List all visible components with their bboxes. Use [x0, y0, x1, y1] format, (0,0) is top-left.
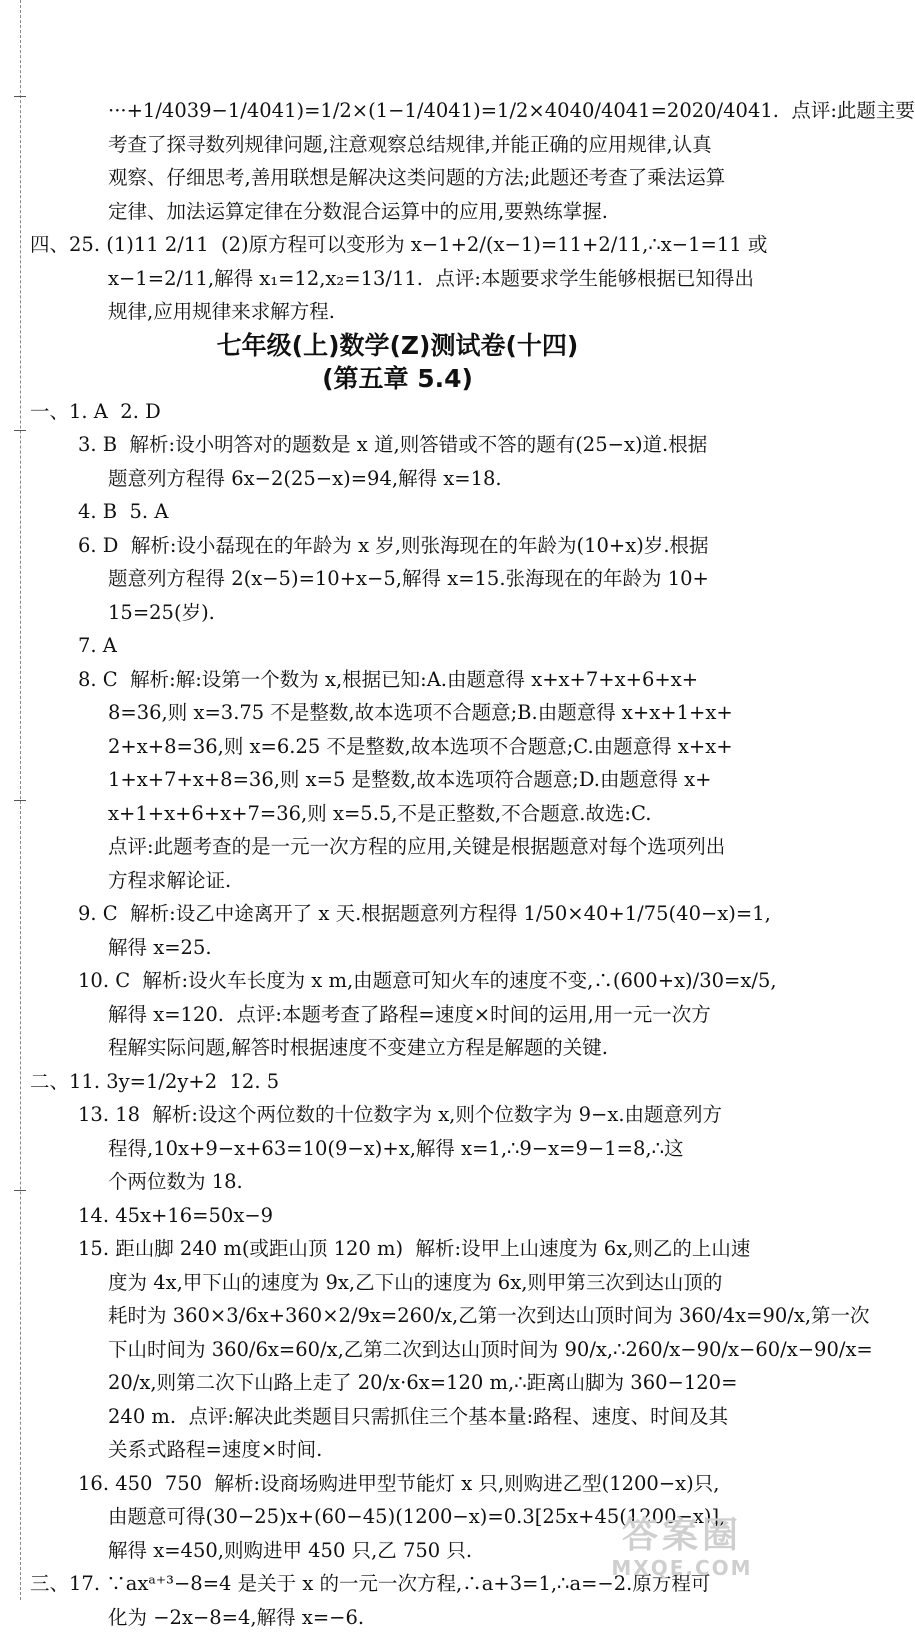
text-line: 14. 45x+16=50x−9	[30, 1199, 765, 1233]
text-line: 3. B 解析:设小明答对的题数是 x 道,则答错或不答的题有(25−x)道.根据	[30, 428, 765, 462]
text-line: 化为 −2x−8=4,解得 x=−6.	[30, 1601, 765, 1634]
text-line: x+1+x+6+x+7=36,则 x=5.5,不是正整数,不合题意.故选:C.	[30, 797, 765, 831]
text-line: 关系式路程=速度×时间.	[30, 1433, 765, 1467]
site-watermark	[597, 1516, 767, 1586]
text-line: 10. C 解析:设火车长度为 x m,由题意可知火车的速度不变,∴(600+x)/30=x/5,	[30, 964, 765, 998]
text-line: 个两位数为 18.	[30, 1165, 765, 1199]
text-line: ···+1/4039−1/4041)=1/2×(1−1/4041)=1/2×4040/4041=2020/4041. 点评:此题主要	[30, 94, 765, 128]
text-line: 8=36,则 x=3.75 不是整数,故本选项不合题意;B.由题意得 x+x+1+x+	[30, 696, 765, 730]
watermark-logo-text: 答案圈	[597, 1516, 767, 1556]
text-line: 三、17. ∵axᵃ⁺³−8=4 是关于 x 的一元一次方程,∴a+3=1,∴a=−2.原方程可	[30, 1567, 765, 1601]
text-line: 6. D 解析:设小磊现在的年龄为 x 岁,则张海现在的年龄为(10+x)岁.根据	[30, 529, 765, 563]
text-line: 16. 450 750 解析:设商场购进甲型节能灯 x 只,则购进乙型(1200−x)只,	[30, 1467, 765, 1501]
text-line: 度为 4x,甲下山的速度为 9x,乙下山的速度为 6x,则甲第三次到达山顶的	[30, 1266, 765, 1300]
margin-tick	[14, 1190, 26, 1191]
text-line: 二、11. 3y=1/2y+2 12. 5	[30, 1065, 765, 1099]
text-line: 一、1. A 2. D	[30, 395, 765, 429]
text-line: 9. C 解析:设乙中途离开了 x 天.根据题意列方程得 1/50×40+1/75(40−x)=1,	[30, 897, 765, 931]
text-line: 规律,应用规律来求解方程.	[30, 295, 765, 329]
text-line: 题意列方程得 6x−2(25−x)=94,解得 x=18.	[30, 462, 765, 496]
text-line: 13. 18 解析:设这个两位数的十位数字为 x,则个位数字为 9−x.由题意列方	[30, 1098, 765, 1132]
text-line: 2+x+8=36,则 x=6.25 不是整数,故本选项不合题意;C.由题意得 x+x+	[30, 730, 765, 764]
text-line: 8. C 解析:解:设第一个数为 x,根据已知:A.由题意得 x+x+7+x+6+x+	[30, 663, 765, 697]
text-line: 四、25. (1)11 2/11 (2)原方程可以变形为 x−1+2/(x−1)=11+2/11,∴x−1=11 或	[30, 228, 765, 262]
text-line: 15. 距山脚 240 m(或距山顶 120 m) 解析:设甲上山速度为 6x,则乙的上山速	[30, 1232, 765, 1266]
section-title: 七年级(上)数学(Z)测试卷(十四)	[30, 329, 765, 362]
text-line: 240 m. 点评:解决此类题目只需抓住三个基本量:路程、速度、时间及其	[30, 1400, 765, 1434]
text-line: 观察、仔细思考,善用联想是解决这类问题的方法;此题还考查了乘法运算	[30, 161, 765, 195]
text-line: 程得,10x+9−x+63=10(9−x)+x,解得 x=1,∴9−x=9−1=8,∴这	[30, 1132, 765, 1166]
text-line: 程解实际问题,解答时根据速度不变建立方程是解题的关键.	[30, 1031, 765, 1065]
margin-tick	[14, 96, 26, 97]
text-line: 方程求解论证.	[30, 864, 765, 898]
text-line: x−1=2/11,解得 x₁=12,x₂=13/11. 点评:本题要求学生能够根据已知得出	[30, 262, 765, 296]
text-line: 15=25(岁).	[30, 596, 765, 630]
section-title: (第五章 5.4)	[30, 362, 765, 395]
text-line: 由题意可得(30−25)x+(60−45)(1200−x)=0.3[25x+45(1200−x)],	[30, 1500, 765, 1534]
text-line: 4. B 5. A	[30, 495, 765, 529]
watermark-url: MXQE.COM	[597, 1556, 767, 1580]
text-line: 耗时为 360×3/6x+360×2/9x=260/x,乙第一次到达山顶时间为 360/4x=90/x,第一次	[30, 1299, 765, 1333]
text-line: 下山时间为 360/6x=60/x,乙第二次到达山顶时间为 90/x,∴260/x−90/x−60/x−90/x=	[30, 1333, 765, 1367]
text-line: 20/x,则第二次下山路上走了 20/x·6x=120 m,∴距离山脚为 360−120=	[30, 1366, 765, 1400]
text-line: 解得 x=25.	[30, 931, 765, 965]
text-line: 考查了探寻数列规律问题,注意观察总结规律,并能正确的应用规律,认真	[30, 128, 765, 162]
margin-tick	[14, 800, 26, 801]
text-line: 题意列方程得 2(x−5)=10+x−5,解得 x=15.张海现在的年龄为 10+	[30, 562, 765, 596]
text-line: 解得 x=450,则购进甲 450 只,乙 750 只.	[30, 1534, 765, 1568]
text-line: 1+x+7+x+8=36,则 x=5 是整数,故本选项符合题意;D.由题意得 x+	[30, 763, 765, 797]
text-line: 解得 x=120. 点评:本题考查了路程=速度×时间的运用,用一元一次方	[30, 998, 765, 1032]
text-line: 点评:此题考查的是一元一次方程的应用,关键是根据题意对每个选项列出	[30, 830, 765, 864]
margin-tick	[14, 430, 26, 431]
text-line: 7. A	[30, 629, 765, 663]
text-line: 定律、加法运算定律在分数混合运算中的应用,要熟练掌握.	[30, 195, 765, 229]
answer-page-body	[30, 94, 765, 1634]
